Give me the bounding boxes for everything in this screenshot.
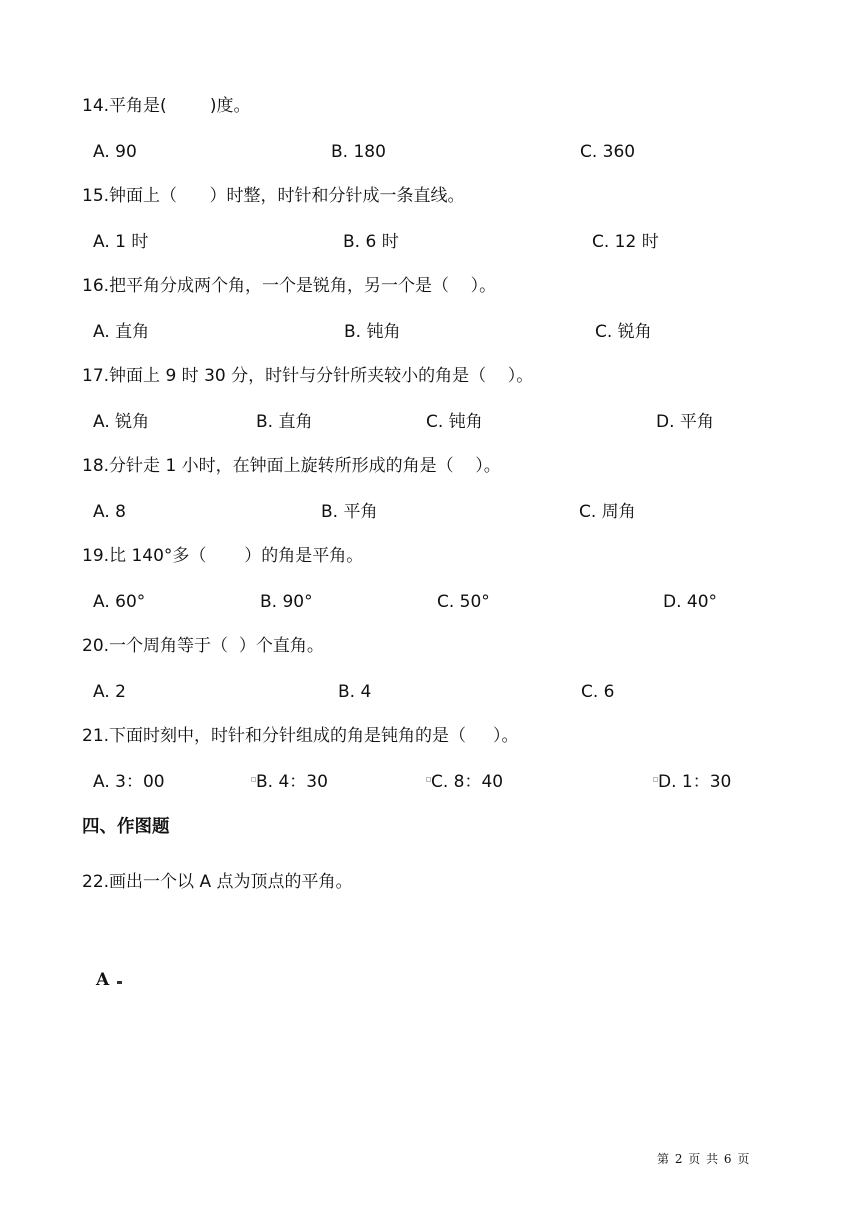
q19-option-a: A. 60° <box>93 592 146 612</box>
q19-option-c: C. 50° <box>437 592 490 612</box>
q15-option-b: B. 6 时 <box>343 232 399 252</box>
q18-option-b: B. 平角 <box>321 502 378 522</box>
question-22-stem: 22.画出一个以 A 点为顶点的平角。 <box>82 872 353 892</box>
question-16-stem: 16.把平角分成两个角，一个是锐角，另一个是（ ）。 <box>82 276 497 296</box>
q17-option-c: C. 钝角 <box>426 412 483 432</box>
point-a-label: A <box>96 970 110 990</box>
q18-option-a: A. 8 <box>93 502 126 522</box>
page-footer: 第 2 页 共 6 页 <box>657 1152 751 1166</box>
question-18-stem: 18.分针走 1 小时，在钟面上旋转所形成的角是（ ）。 <box>82 456 501 476</box>
question-21-stem: 21.下面时刻中，时针和分针组成的角是钝角的是（ ）。 <box>82 726 519 746</box>
q17-option-b: B. 直角 <box>256 412 313 432</box>
q20-option-c: C. 6 <box>581 682 615 702</box>
q16-option-a: A. 直角 <box>93 322 150 342</box>
q15-option-c: C. 12 时 <box>592 232 659 252</box>
q21-option-a: A. 3：00 <box>93 772 165 792</box>
q20-option-a: A. 2 <box>93 682 126 702</box>
q15-option-a: A. 1 时 <box>93 232 149 252</box>
q16-option-c: C. 锐角 <box>595 322 652 342</box>
q19-option-d: D. 40° <box>663 592 718 612</box>
q21-option-d: D. 1：30 <box>658 772 732 792</box>
q14-option-b: B. 180 <box>331 142 386 162</box>
question-15-stem: 15.钟面上（ ）时整，时针和分针成一条直线。 <box>82 186 465 206</box>
section-heading: 四、作图题 <box>82 817 170 837</box>
question-20-stem: 20.一个周角等于（ ）个直角。 <box>82 636 324 656</box>
q14-option-c: C. 360 <box>580 142 636 162</box>
q17-option-d: D. 平角 <box>656 412 714 432</box>
q18-option-c: C. 周角 <box>579 502 636 522</box>
q16-option-b: B. 钝角 <box>344 322 401 342</box>
point-a-marker <box>117 981 122 984</box>
q20-option-b: B. 4 <box>338 682 372 702</box>
question-14-stem: 14.平角是( )度。 <box>82 96 251 116</box>
q21-option-c: C. 8：40 <box>431 772 504 792</box>
q14-option-a: A. 90 <box>93 142 137 162</box>
q17-option-a: A. 锐角 <box>93 412 150 432</box>
q21-option-b: B. 4：30 <box>256 772 328 792</box>
question-19-stem: 19.比 140°多（ ）的角是平角。 <box>82 546 364 566</box>
q19-option-b: B. 90° <box>260 592 313 612</box>
question-17-stem: 17.钟面上 9 时 30 分，时针与分针所夹较小的角是（ ）。 <box>82 366 534 386</box>
